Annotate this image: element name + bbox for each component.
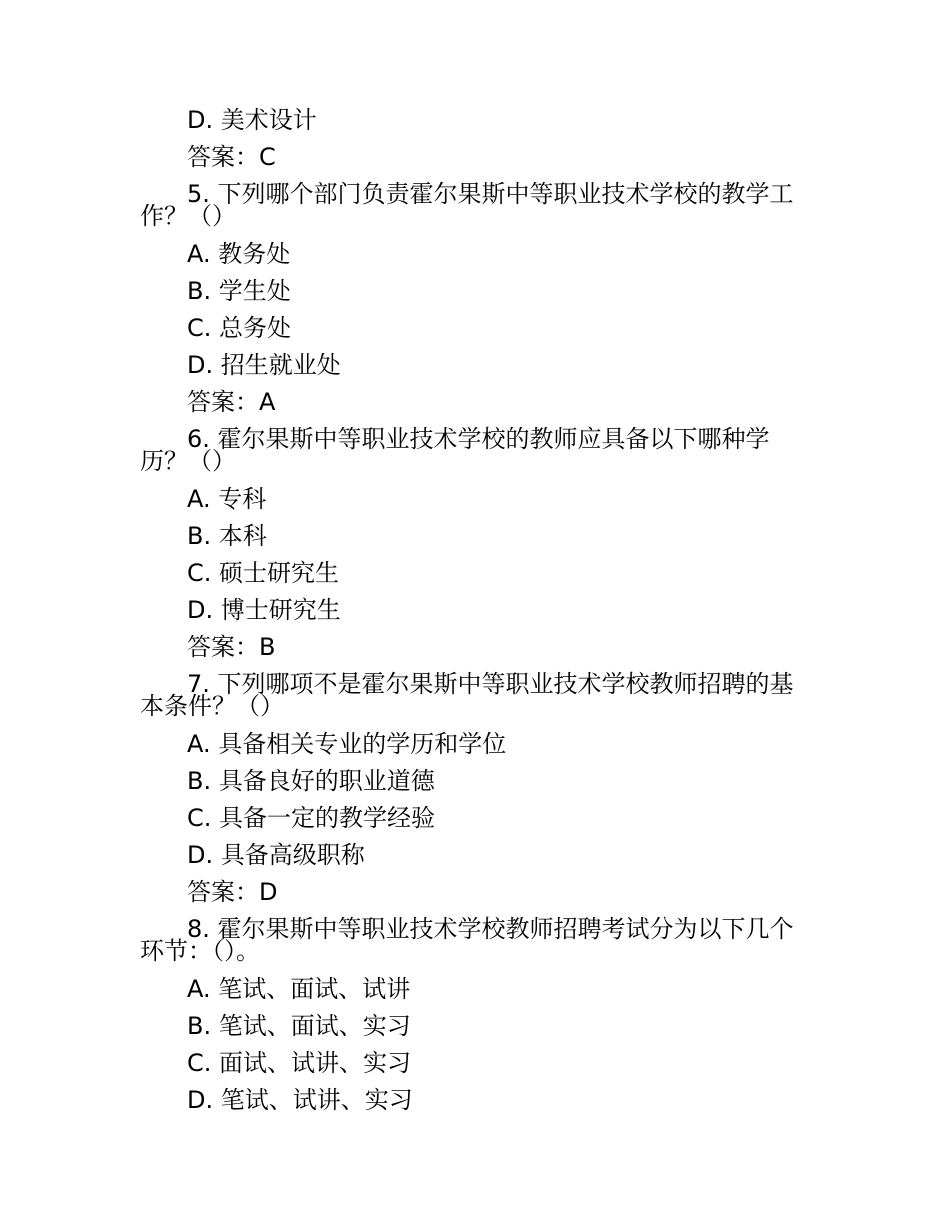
option-text: D. 笔试、试讲、实习 xyxy=(187,1086,413,1114)
option-text: C. 面试、试讲、实习 xyxy=(187,1049,412,1077)
answer-text: 答案：C xyxy=(187,143,276,171)
option-text: C. 硕士研究生 xyxy=(187,559,340,587)
question-text xyxy=(140,917,820,963)
option-text: B. 学生处 xyxy=(187,277,291,305)
option-text: B. 本科 xyxy=(187,522,267,550)
question-line-1: 6. 霍尔果斯中等职业技术学校的教师应具备以下哪种学 xyxy=(187,425,770,453)
option-text: C. 具备一定的教学经验 xyxy=(187,804,436,832)
question-line-2: 历？（） xyxy=(140,447,236,475)
question-text xyxy=(140,427,820,473)
option-text: D. 美术设计 xyxy=(187,106,317,134)
question-line-1: 8. 霍尔果斯中等职业技术学校教师招聘考试分为以下几个 xyxy=(187,915,794,943)
option-text: D. 具备高级职称 xyxy=(187,841,365,869)
answer-text: 答案：D xyxy=(187,878,278,906)
question-line-2: 作？（） xyxy=(140,202,236,230)
option-text: D. 招生就业处 xyxy=(187,351,341,379)
answer-text: 答案：A xyxy=(187,388,276,416)
option-text: A. 具备相关专业的学历和学位 xyxy=(187,730,507,758)
answer-text: 答案：B xyxy=(187,633,276,661)
question-line-2: 环节：（）。 xyxy=(140,937,260,965)
option-text: A. 笔试、面试、试讲 xyxy=(187,975,411,1003)
question-line-1: 5. 下列哪个部门负责霍尔果斯中等职业技术学校的教学工 xyxy=(187,180,794,208)
option-text: C. 总务处 xyxy=(187,314,292,342)
option-text: A. 教务处 xyxy=(187,240,291,268)
question-line-1: 7. 下列哪项不是霍尔果斯中等职业技术学校教师招聘的基 xyxy=(187,670,794,698)
question-text xyxy=(140,672,820,718)
option-text: D. 博士研究生 xyxy=(187,596,341,624)
option-text: B. 笔试、面试、实习 xyxy=(187,1012,411,1040)
option-text: B. 具备良好的职业道德 xyxy=(187,767,435,795)
question-line-2: 本条件？（） xyxy=(140,692,284,720)
question-text xyxy=(140,182,820,228)
option-text: A. 专科 xyxy=(187,485,267,513)
